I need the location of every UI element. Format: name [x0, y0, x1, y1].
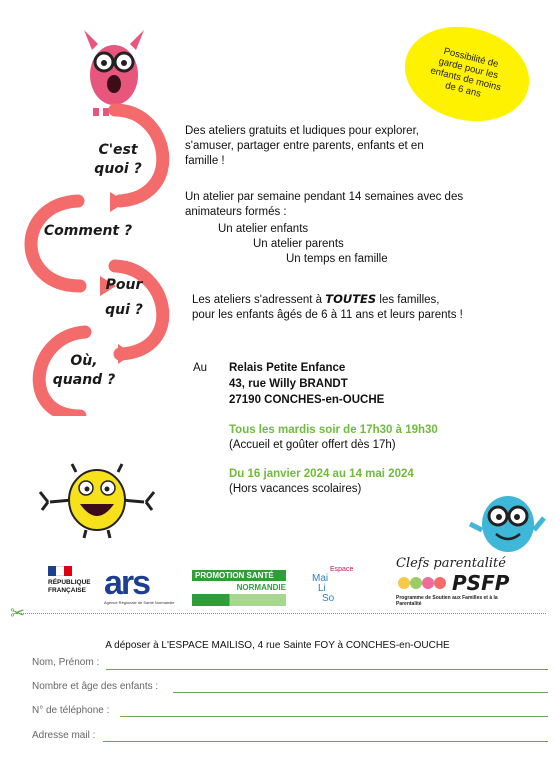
ars-subtitle: Agence Régionale de Santé Normandie [104, 600, 175, 605]
dot-icon [398, 577, 410, 589]
schedule-dates: Du 16 janvier 2024 au 14 mai 2024 [229, 468, 414, 480]
question-text: quand ? [52, 372, 116, 388]
deposit-instruction: A déposer à L'ESPACE MAILISO, 4 rue Sainte FOY à CONCHES-en-OUCHE [105, 640, 450, 651]
yellow-monster-illustration [38, 462, 156, 540]
field-enfants-line[interactable] [173, 692, 548, 693]
audience-line-1 [192, 292, 522, 308]
mls-line: Li [318, 583, 326, 594]
french-flag-icon [48, 566, 72, 576]
weekly-paragraph [185, 190, 505, 267]
espace-mailiso-logo [312, 566, 362, 604]
question-comment [38, 222, 138, 241]
ars-logo [104, 566, 176, 605]
psfp-subtitle: Programme de Soutien aux Familles et à la Parentalité [396, 595, 498, 607]
weekly-line: Un atelier par semaine pendant 14 semaines avec des [185, 191, 464, 203]
field-label-enfants: Nombre et âge des enfants : [32, 681, 159, 692]
question-pour-qui [94, 276, 154, 320]
psfp-wordmark: PSFP [452, 571, 510, 595]
audience-line-2: pour les enfants âgés de 6 à 11 ans et leurs parents ! [192, 309, 463, 321]
ps-mid: NORMANDIE [236, 583, 286, 592]
espace-label: Espace [330, 566, 354, 573]
audience-paragraph [192, 292, 522, 323]
location-au: Au [193, 362, 208, 374]
location-street: 43, rue Willy BRANDT [229, 378, 348, 390]
schedule-block [229, 423, 489, 497]
ars-wordmark: ars [104, 564, 150, 602]
intro-paragraph [185, 124, 485, 169]
location-name: Relais Petite Enfance [229, 362, 346, 374]
question-ou-quand [44, 352, 124, 390]
question-text: quoi ? [94, 161, 142, 177]
field-telephone-line[interactable] [120, 716, 548, 717]
field-nom-line[interactable] [106, 669, 548, 670]
blue-monster-illustration [466, 488, 546, 560]
audience-post: les familles, [376, 294, 440, 306]
intro-line: famille ! [185, 155, 225, 167]
atelier-parents: Un atelier parents [253, 238, 344, 250]
ps-band [192, 594, 286, 606]
field-email-line[interactable] [103, 741, 548, 742]
cut-line [16, 613, 546, 614]
question-text: Où, [70, 353, 98, 369]
schedule-when: Tous les mardis soir de 17h30 à 19h30 [229, 424, 438, 436]
dot-icon [410, 577, 422, 589]
question-text: C'est [98, 142, 138, 158]
scissors-icon: ✂ [10, 603, 26, 623]
weekly-line: animateurs formés : [185, 206, 287, 218]
rf-line: FRANÇAISE [48, 586, 86, 594]
promotion-sante-logo [192, 570, 286, 606]
question-text: Comment ? [43, 223, 133, 239]
mls-line: So [322, 593, 335, 604]
clefs-parentalite: Clefs parentalité [396, 556, 506, 571]
republique-francaise-logo [48, 566, 98, 594]
temps-famille: Un temps en famille [286, 253, 388, 265]
psfp-logo [396, 556, 524, 607]
intro-line: Des ateliers gratuits et ludiques pour explorer, [185, 125, 419, 137]
field-label-nom: Nom, Prénom : [32, 657, 100, 668]
field-label-telephone: N° de téléphone : [32, 705, 110, 716]
bubble-text: Possibilité de garde pour les enfants de moins de 6 ans [429, 45, 503, 100]
mls-line: Mai [312, 573, 329, 584]
location-city: 27190 CONCHES-en-OUCHE [229, 394, 385, 406]
location-block [229, 361, 449, 408]
schedule-note: (Accueil et goûter offert dès 17h) [229, 439, 396, 451]
dot-icon [434, 577, 446, 589]
childcare-bubble [395, 14, 540, 134]
ps-top: PROMOTION SANTÉ [192, 570, 286, 581]
question-cest-quoi [88, 141, 148, 179]
atelier-enfants: Un atelier enfants [218, 223, 309, 235]
rf-line: RÉPUBLIQUE [48, 579, 91, 586]
question-text: qui ? [105, 302, 143, 318]
intro-line: s'amuser, partager entre parents, enfants et en [185, 140, 424, 152]
field-label-email: Adresse mail : [32, 730, 96, 741]
audience-pre: Les ateliers s'adressent à [192, 294, 326, 306]
audience-emphasis: TOUTES [325, 292, 377, 306]
question-text: Pour [105, 277, 143, 293]
dot-icon [422, 577, 434, 589]
schedule-dates-note: (Hors vacances scolaires) [229, 483, 362, 495]
